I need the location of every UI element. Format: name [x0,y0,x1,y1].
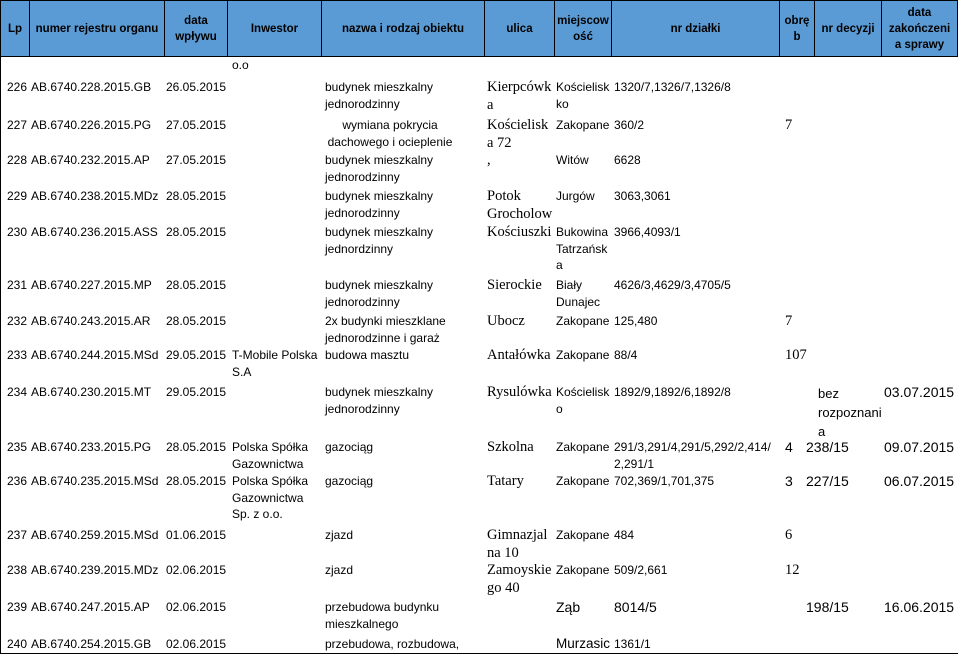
object-name: zjazd [325,563,354,577]
register-number: AB.6740.232.2015.AP [31,153,150,167]
locality: Zakopane [556,118,610,132]
row-number: 235 [7,440,28,454]
row-number: 233 [7,348,28,362]
received-date: 28.05.2015 [166,314,227,328]
object-name: budynek mieszkalny jednorodzinny [325,189,434,220]
table-row [0,439,959,471]
table-row [0,188,959,222]
register-number: AB.6740.228.2015.GB [31,80,152,94]
header-locality: miejscow ość [555,0,612,57]
header-lp: Lp [0,0,30,57]
object-name: przebudowa, rozbudowa, [325,637,460,651]
street: Gimnazjal na 10 [487,527,548,561]
investor-continuation: o.o [232,58,249,72]
precinct: 6 [785,527,793,543]
plot-numbers: 88/4 [614,348,638,362]
table-row [0,636,959,651]
object-name: budynek mieszkalny jednorodzinny [325,278,434,309]
header-plot-numbers: nr działki [612,0,780,57]
received-date: 29.05.2015 [166,385,227,399]
register-number: AB.6740.230.2015.MT [31,385,152,399]
investor: Polska Spółka Gazownictwa [232,440,309,471]
row-number: 227 [7,118,28,132]
header-closing-date: data zakończeni a sprawy [882,0,958,57]
received-date: 27.05.2015 [166,118,227,132]
received-date: 26.05.2015 [166,80,227,94]
received-date: 27.05.2015 [166,153,227,167]
received-date: 28.05.2015 [166,189,227,203]
received-date: 02.06.2015 [166,637,227,651]
register-number: AB.6740.247.2015.AP [31,600,150,614]
plot-numbers: 1892/9,1892/6,1892/8 [614,385,731,399]
table-row [0,527,959,561]
row-number: 231 [7,278,28,292]
row-number: 230 [7,225,28,239]
plot-numbers: 3966,4093/1 [614,225,681,239]
closing-date: 16.06.2015 [884,599,955,615]
header-decision-number: nr decyzji [815,0,882,57]
street: Rysulówka [487,384,552,400]
closing-date: 06.07.2015 [884,473,955,489]
table-row [0,313,959,345]
object-name: budynek mieszkalny jednorodzinny [325,80,434,111]
table-row [0,117,959,151]
header-street: ulica [485,0,555,57]
header-register-number: numer rejestru organu [30,0,165,57]
received-date: 02.06.2015 [166,563,227,577]
register-number: AB.6740.233.2015.PG [31,440,152,454]
plot-numbers: 4626/3,4629/3,4705/5 [614,278,731,292]
closing-date: 03.07.2015 [884,384,955,400]
investor: T-Mobile Polska S.A [232,348,318,379]
locality: Zakopane [556,474,610,488]
street: Kościelisk a 72 [487,117,549,151]
header-precinct: obrę b [780,0,815,57]
plot-numbers: 1320/7,1326/7,1326/8 [614,80,731,94]
row-number: 232 [7,314,28,328]
row-number: 240 [7,637,28,651]
object-name: gazociąg [325,474,374,488]
register-number: AB.6740.227.2015.MP [31,278,152,292]
decision-number: 227/15 [806,473,849,489]
locality: Zakopane [556,314,610,328]
plot-numbers: 125,480 [614,314,658,328]
row-number: 229 [7,189,28,203]
plot-numbers: 6628 [614,153,641,167]
row-number: 237 [7,528,28,542]
precinct: 12 [785,562,800,578]
received-date: 28.05.2015 [166,440,227,454]
street: Antałówka [487,347,551,363]
plot-numbers: 291/3,291/4,291/5,292/2,414/ 2,291/1 [614,440,771,471]
received-date: 02.06.2015 [166,600,227,614]
received-date: 29.05.2015 [166,348,227,362]
register-number: AB.6740.254.2015.GB [31,637,152,651]
locality: Zakopane [556,528,610,542]
row-number: 236 [7,474,28,488]
closing-date: 09.07.2015 [884,439,955,455]
object-name: zjazd [325,528,354,542]
street: Kościuszki [487,224,552,240]
plot-numbers: 484 [614,528,635,542]
plot-numbers: 702,369/1,701,375 [614,474,715,488]
table-row [0,347,959,379]
locality: Zakopane [556,563,610,577]
street: Sierockie [487,277,542,293]
decision-number: 238/15 [806,439,849,455]
precinct: 107 [785,347,807,363]
register-number: AB.6740.244.2015.MSd [31,348,159,362]
received-date: 28.05.2015 [166,278,227,292]
table-row [0,384,959,439]
locality: Kościelisk ko [556,80,610,111]
street: Ubocz [487,313,525,329]
header-object-name: nazwa i rodzaj obiektu [322,0,485,57]
table-row [0,152,959,184]
street: , [487,152,491,168]
header-received-date: data wpływu [165,0,228,57]
register-number: AB.6740.235.2015.MSd [31,474,159,488]
table-row [0,599,959,631]
object-name: 2x budynki mieszklane jednorodzinne i garaż [325,314,446,345]
street: Szkolna [487,439,534,455]
table-row [0,473,959,521]
row-number: 234 [7,385,28,399]
street: Potok Grocholow [487,188,553,222]
plot-numbers: 360/2 [614,118,645,132]
street: Tatary [487,473,524,489]
row-number: 226 [7,80,28,94]
investor: Polska Spółka Gazownictwa Sp. z o.o. [232,474,309,521]
precinct: 7 [785,117,793,133]
register-number: AB.6740.238.2015.MDz [31,189,159,203]
object-name: budynek mieszkalny jednorodzinny [325,385,434,416]
row-number: 238 [7,563,28,577]
received-date: 28.05.2015 [166,225,227,239]
plot-numbers: 3063,3061 [614,189,671,203]
object-name: budynek mieszkalny jednorodzinny [325,153,434,184]
received-date: 01.06.2015 [166,528,227,542]
table-row [0,224,959,272]
decision-number: 198/15 [806,599,849,615]
locality: Bukowina Tatrzańsk a [556,225,609,272]
table-row [0,562,959,596]
locality: Biały Dunajec [556,278,601,309]
street: Kierpcówk a [487,79,552,113]
precinct: 3 [785,473,793,489]
object-name: wymiana pokrycia dachowego i ocieplenie [327,118,453,149]
object-name: budowa masztu [325,348,410,362]
register-number: AB.6740.259.2015.MSd [31,528,159,542]
object-name: gazociąg [325,440,374,454]
precinct: 7 [785,313,793,329]
register-number: AB.6740.243.2015.AR [31,314,151,328]
register-number: AB.6740.236.2015.ASS [31,225,158,239]
register-number: AB.6740.239.2015.MDz [31,563,159,577]
precinct: 4 [785,439,793,455]
register-number: AB.6740.226.2015.PG [31,118,152,132]
header-investor: Inwestor [228,0,322,57]
object-name: przebudowa budynku mieszkalnego [325,600,440,631]
received-date: 28.05.2015 [166,474,227,488]
table-row [0,79,959,113]
plot-numbers: 509/2,661 [614,563,668,577]
locality: Murzasic [556,636,611,651]
locality: Kościelisk o [556,385,610,416]
plot-numbers: 8014/5 [614,599,657,615]
locality: Witów [556,153,589,167]
locality: Zakopane [556,348,610,362]
plot-numbers: 1361/1 [614,637,651,651]
decision-number: bez rozpoznani a [818,386,882,439]
street: Zamoyskie go 40 [487,562,552,596]
object-name: budynek mieszkalny jednordzinny [325,225,434,256]
table-row [0,277,959,309]
row-number: 228 [7,153,28,167]
locality: Jurgów [556,189,595,203]
row-number: 239 [7,600,28,614]
locality: Ząb [556,599,581,615]
locality: Zakopane [556,440,610,454]
